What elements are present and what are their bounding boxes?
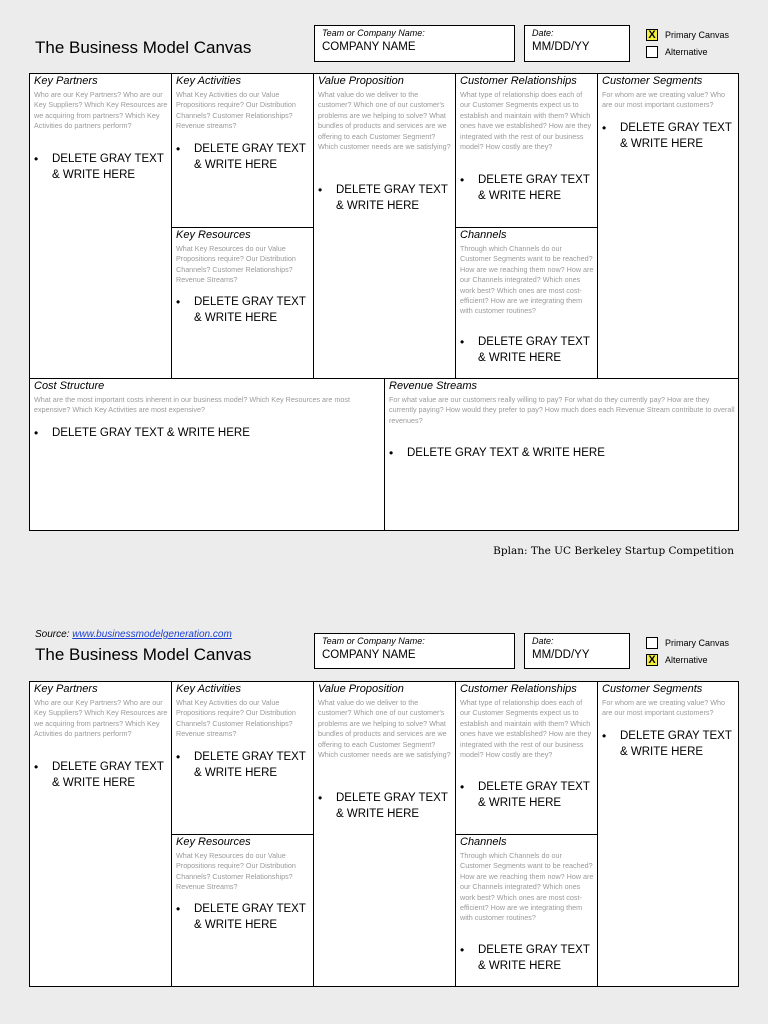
key-resources-text: DELETE GRAY TEXT & WRITE HERE xyxy=(194,903,306,931)
bullet-icon: • xyxy=(318,183,323,197)
cost-structure-entry[interactable] xyxy=(34,426,381,442)
page-title: The Business Model Canvas xyxy=(35,645,252,664)
team-name-label: Team or Company Name: xyxy=(322,636,425,646)
customer-relationships-title: Customer Relationships xyxy=(460,683,577,695)
bullet-icon: • xyxy=(389,446,394,460)
bullet-icon: • xyxy=(176,142,181,156)
revenue-streams-questions: For what value are our customers really willing to pay? For what do they currently pay? How are they currently paying? How would they prefer to pay? How much does each Revenue Stream contribute to overall revenues? xyxy=(389,395,735,425)
customer-relationships-box[interactable] xyxy=(455,73,598,228)
customer-relationships-questions: What type of relationship does each of our Customer Segments expect us to establish and maintain with them? Which ones have we established? How are they integrated with the rest of our business model? How costly are they? xyxy=(460,698,592,760)
date-field[interactable] xyxy=(524,633,630,669)
customer-relationships-entry[interactable] xyxy=(460,173,594,204)
key-partners-title: Key Partners xyxy=(34,683,98,695)
customer-segments-questions: For whom are we creating value? Who are our most important customers? xyxy=(602,90,726,110)
customer-segments-text: DELETE GRAY TEXT & WRITE HERE xyxy=(620,730,732,758)
primary-canvas-checkbox[interactable] xyxy=(646,637,658,649)
primary-canvas-label: Primary Canvas xyxy=(665,30,730,40)
customer-segments-box[interactable] xyxy=(597,73,739,379)
channels-entry[interactable] xyxy=(460,335,594,366)
cost-structure-title: Cost Structure xyxy=(34,380,105,392)
value-proposition-title: Value Proposition xyxy=(318,683,404,695)
bullet-icon: • xyxy=(176,902,181,916)
key-partners-questions: Who are our Key Partners? Who are our Key Suppliers? Which Key Resources are we acquiring from partners? Which Key Activities do partners perform? xyxy=(34,90,168,131)
alternative-checkbox[interactable]: X xyxy=(646,654,658,666)
page-title: The Business Model Canvas xyxy=(35,38,252,57)
key-activities-title: Key Activities xyxy=(176,683,242,695)
alternative-label: Alternative xyxy=(665,655,708,665)
date-value: MM/DD/YY xyxy=(532,41,590,53)
primary-canvas-checkbox[interactable]: X xyxy=(646,29,658,41)
key-partners-title: Key Partners xyxy=(34,75,98,87)
bullet-icon: • xyxy=(34,426,39,440)
key-resources-questions: What Key Resources do our Value Propositions require? Our Distribution Channels? Customer Relationships? Revenue Streams? xyxy=(176,244,296,285)
key-resources-entry[interactable] xyxy=(176,902,310,933)
key-resources-text: DELETE GRAY TEXT & WRITE HERE xyxy=(194,296,306,324)
key-activities-entry[interactable] xyxy=(176,142,310,173)
revenue-streams-title: Revenue Streams xyxy=(389,380,478,392)
key-partners-questions: Who are our Key Partners? Who are our Key Suppliers? Which Key Resources are we acquiring from partners? Which Key Activities do partners perform? xyxy=(34,698,168,739)
cost-structure-box[interactable] xyxy=(29,378,385,531)
bullet-icon: • xyxy=(460,943,465,957)
value-proposition-title: Value Proposition xyxy=(318,75,404,87)
source-line xyxy=(35,629,232,640)
bullet-icon: • xyxy=(602,729,607,743)
key-resources-box[interactable] xyxy=(171,227,314,379)
bullet-icon: • xyxy=(34,152,39,166)
customer-relationships-questions: What type of relationship does each of our Customer Segments expect us to establish and maintain with them? Which ones have we established? How are they integrated with the rest of our business model? How costly are they? xyxy=(460,90,592,152)
date-value: MM/DD/YY xyxy=(532,649,590,661)
alternative-label: Alternative xyxy=(665,47,708,57)
customer-segments-title: Customer Segments xyxy=(602,75,703,87)
value-proposition-text: DELETE GRAY TEXT & WRITE HERE xyxy=(336,184,448,212)
key-partners-text: DELETE GRAY TEXT & WRITE HERE xyxy=(52,153,164,181)
source-label: Source: xyxy=(35,629,70,640)
value-proposition-entry[interactable] xyxy=(318,791,452,822)
value-proposition-box[interactable] xyxy=(313,73,456,379)
key-activities-text: DELETE GRAY TEXT & WRITE HERE xyxy=(194,143,306,171)
channels-title: Channels xyxy=(460,836,507,848)
team-name-value: COMPANY NAME xyxy=(322,649,416,661)
channels-box[interactable] xyxy=(455,227,598,379)
bullet-icon: • xyxy=(34,760,39,774)
team-name-value: COMPANY NAME xyxy=(322,41,416,53)
value-proposition-entry[interactable] xyxy=(318,183,452,214)
revenue-streams-text: DELETE GRAY TEXT & WRITE HERE xyxy=(407,447,605,459)
cost-structure-questions: What are the most important costs inherent in our business model? Which Key Resources are most expensive? Which Key Activities are most expensive? xyxy=(34,395,350,415)
customer-relationships-box[interactable] xyxy=(455,681,598,835)
date-label: Date: xyxy=(532,636,554,646)
team-name-label: Team or Company Name: xyxy=(322,28,425,38)
key-partners-box[interactable] xyxy=(29,73,172,379)
channels-box[interactable] xyxy=(455,834,598,987)
customer-relationships-text: DELETE GRAY TEXT & WRITE HERE xyxy=(478,174,590,202)
channels-text: DELETE GRAY TEXT & WRITE HERE xyxy=(478,336,590,364)
value-proposition-questions: What value do we deliver to the customer? Which one of our customer's problems are we helping to solve? What bundles of products and services are we offering to each Customer Segment? Which customer needs are we satisfying? xyxy=(318,698,451,760)
key-resources-questions: What Key Resources do our Value Propositions require? Our Distribution Channels? Customer Relationships? Revenue Streams? xyxy=(176,851,296,892)
customer-relationships-text: DELETE GRAY TEXT & WRITE HERE xyxy=(478,781,590,809)
customer-segments-entry[interactable] xyxy=(602,729,735,760)
bullet-icon: • xyxy=(460,173,465,187)
key-resources-title: Key Resources xyxy=(176,836,251,848)
key-activities-questions: What Key Activities do our Value Propositions require? Our Distribution Channels? Customer Relationships? Revenue streams? xyxy=(176,698,296,739)
customer-relationships-entry[interactable] xyxy=(460,780,594,811)
channels-questions: Through which Channels do our Customer Segments want to be reached? How are we reaching them now? How are our Channels integrated? Which ones work best? Which ones are most cost-efficient? How are we integrating them with customer routines? xyxy=(460,851,594,923)
key-resources-entry[interactable] xyxy=(176,295,310,326)
bullet-icon: • xyxy=(176,295,181,309)
key-partners-entry[interactable] xyxy=(34,152,168,183)
customer-relationships-title: Customer Relationships xyxy=(460,75,577,87)
channels-questions: Through which Channels do our Customer Segments want to be reached? How are we reaching them now? How are our Channels integrated? Which ones work best? Which ones are most cost-efficient? How are we integrating them with customer routines? xyxy=(460,244,594,316)
key-partners-text: DELETE GRAY TEXT & WRITE HERE xyxy=(52,761,164,789)
key-activities-entry[interactable] xyxy=(176,750,310,781)
bullet-icon: • xyxy=(460,780,465,794)
value-proposition-questions: What value do we deliver to the customer? Which one of our customer's problems are we helping to solve? What bundles of products and services are we offering to each Customer Segment? Which customer needs are we satisfying? xyxy=(318,90,451,152)
value-proposition-text: DELETE GRAY TEXT & WRITE HERE xyxy=(336,792,448,820)
key-partners-entry[interactable] xyxy=(34,760,168,791)
value-proposition-box[interactable] xyxy=(313,681,456,987)
channels-text: DELETE GRAY TEXT & WRITE HERE xyxy=(478,944,590,972)
bullet-icon: • xyxy=(602,121,607,135)
key-activities-box[interactable] xyxy=(171,681,314,835)
key-partners-box[interactable] xyxy=(29,681,172,987)
team-name-field[interactable] xyxy=(314,25,515,62)
date-field[interactable] xyxy=(524,25,630,62)
bullet-icon: • xyxy=(176,750,181,764)
customer-segments-box[interactable] xyxy=(597,681,739,987)
revenue-streams-entry[interactable] xyxy=(389,446,735,462)
revenue-streams-box[interactable] xyxy=(384,378,739,531)
key-resources-box[interactable] xyxy=(171,834,314,987)
channels-title: Channels xyxy=(460,229,507,241)
key-resources-title: Key Resources xyxy=(176,229,251,241)
cost-structure-text: DELETE GRAY TEXT & WRITE HERE xyxy=(52,427,250,439)
channels-entry[interactable] xyxy=(460,943,594,974)
team-name-field[interactable] xyxy=(314,633,515,669)
customer-segments-questions: For whom are we creating value? Who are our most important customers? xyxy=(602,698,726,718)
customer-segments-text: DELETE GRAY TEXT & WRITE HERE xyxy=(620,122,732,150)
source-link[interactable]: www.businessmodelgeneration.com xyxy=(72,629,232,640)
key-activities-text: DELETE GRAY TEXT & WRITE HERE xyxy=(194,751,306,779)
key-activities-questions: What Key Activities do our Value Propositions require? Our Distribution Channels? Customer Relationships? Revenue streams? xyxy=(176,90,296,131)
bullet-icon: • xyxy=(318,791,323,805)
customer-segments-title: Customer Segments xyxy=(602,683,703,695)
primary-canvas-label: Primary Canvas xyxy=(665,638,730,648)
key-activities-title: Key Activities xyxy=(176,75,242,87)
key-activities-box[interactable] xyxy=(171,73,314,228)
bullet-icon: • xyxy=(460,335,465,349)
footer-credit: Bplan: The UC Berkeley Startup Competition xyxy=(493,545,734,557)
alternative-checkbox[interactable] xyxy=(646,46,658,58)
date-label: Date: xyxy=(532,28,554,38)
customer-segments-entry[interactable] xyxy=(602,121,735,152)
